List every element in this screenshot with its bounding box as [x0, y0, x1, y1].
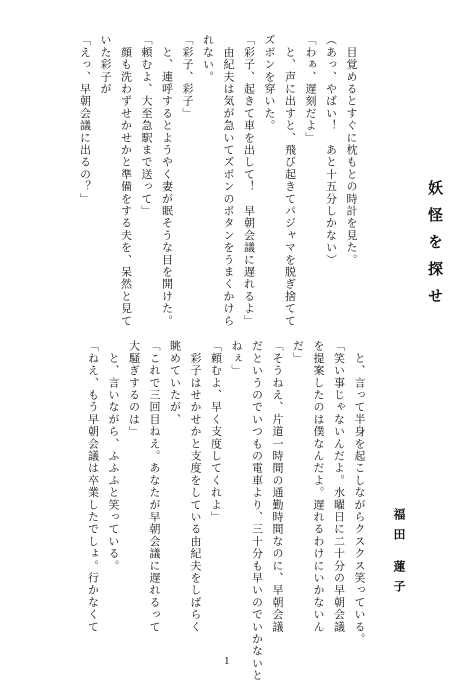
- text-line: 顔も洗わずせかせかと準備をする夫を、呆然と見て: [119, 34, 133, 327]
- text-line: 「彩子、彩子」: [181, 34, 194, 120]
- text-line: を提案したのは僕なんだよ。遅れるわけにいかないん: [312, 340, 325, 633]
- text-line: 「頼むよ、大至急駅まで送って」: [140, 34, 153, 217]
- upper-text-block: [74, 34, 361, 327]
- text-line: 「えっ、早朝会議に出るの？」: [78, 34, 92, 205]
- text-line: 「わぁ、遅刻だよ」: [304, 34, 317, 144]
- text-line: 「そうねえ、片道一時間の通勤時間なのに、早朝会議: [271, 340, 284, 633]
- text-line: 由紀夫は気が急いてズボンのボタンをうまくかけら: [222, 34, 235, 327]
- text-line: れない。: [201, 34, 215, 83]
- text-line: いた彩子が: [99, 34, 112, 95]
- text-line: だ」: [291, 340, 305, 365]
- story-title: 妖怪を探せ: [426, 180, 444, 315]
- text-line: 「彩子、起きて車を出して！ 早朝会議に遅れるよ」: [242, 34, 256, 327]
- text-line: 眺めていたが、: [168, 340, 182, 426]
- text-line: 「ねえ、もう早朝会議は卒業したでしょ。行かなくて: [86, 340, 100, 633]
- lower-text-block: [82, 340, 369, 682]
- text-line: と、声に出すと、飛び起きてパジャマを脱ぎ捨てて: [283, 34, 297, 327]
- text-line: 目覚めるとすぐに枕もとの時計を見た。: [345, 34, 358, 266]
- text-line: と、言って半身を起こしながらクスクス笑っている。: [353, 340, 366, 645]
- text-line: （あっ、やばい！ あと十五分しかない）: [324, 34, 338, 266]
- text-line: と、連呼するとようやく妻が眠そうな目を開けた。: [160, 34, 174, 327]
- text-line: 大騒ぎするのは」: [127, 340, 141, 438]
- text-line: だというのでいつもの電車より、三十分も早いのでいかないと: [250, 340, 264, 682]
- text-line: 「頼むよ、早く支度してくれよ」: [209, 340, 223, 523]
- page-number: 1: [224, 655, 230, 667]
- text-line: ねぇ」: [230, 340, 243, 377]
- author-name: 福田 蓮子: [392, 508, 406, 601]
- text-line: ズボンを穿いた。: [263, 34, 276, 132]
- text-line: 「これで三回目ねえ。あなたが早朝会議に遅れるって: [148, 340, 161, 633]
- text-line: 彩子はせかせかと支度をしている由紀夫をしばらく: [189, 340, 202, 633]
- text-line: と、言いながら、ふふふと笑っている。: [107, 340, 120, 572]
- text-line: 「笑い事じゃないんだよ。水曜日に二十分の早朝会議: [332, 340, 346, 633]
